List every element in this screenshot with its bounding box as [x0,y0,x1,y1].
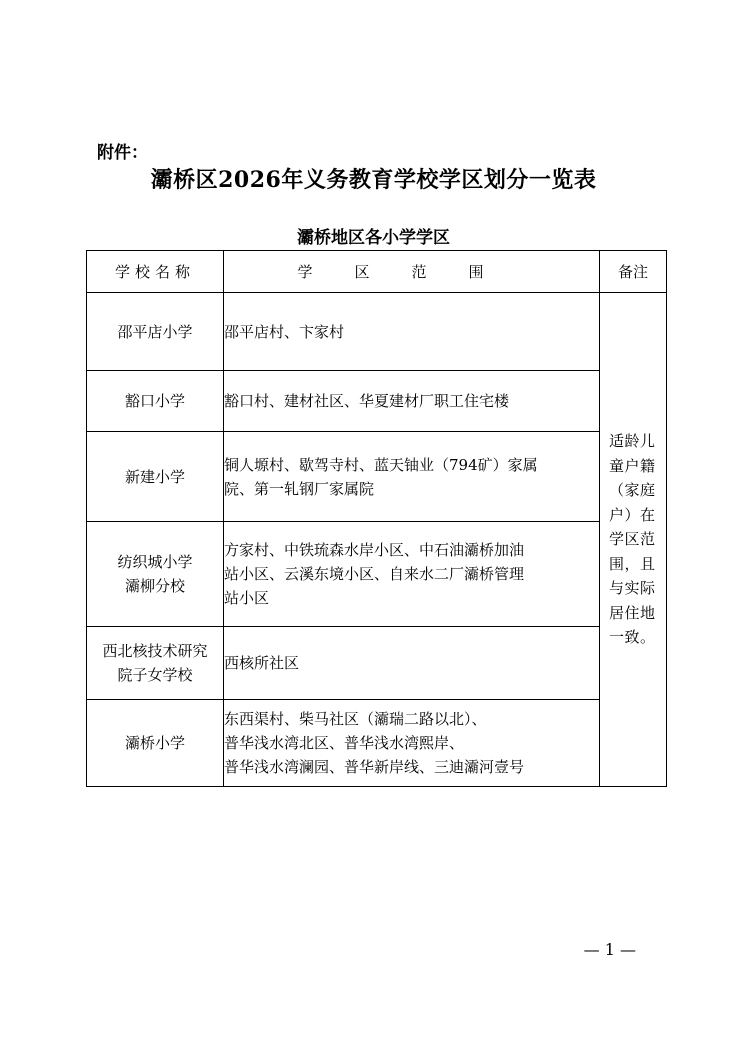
school-name-cell [87,627,224,700]
scope-line: 铜人塬村、歇驾寺村、蓝天铀业（794矿）家属 [224,455,538,474]
note-cell [600,293,667,787]
scope-line: 普华浅水湾北区、普华浅水湾熙岸、 [224,734,465,752]
district-scope-cell [224,432,600,522]
school-name-cell [87,293,224,371]
document-title: 灞桥区2026年义务教育学校学区划分一览表 [150,167,597,193]
scope-line: 站小区、云溪东境小区、自来水二厂灞桥管理 [224,565,525,583]
district-scope-cell [224,293,600,371]
scope-line: 邵平店村、卞家村 [224,322,345,341]
district-scope-cell [224,627,600,700]
header-district-scope: 学区范围 [224,251,600,293]
scope-line: 方家村、中铁琉森水岸小区、中石油灞桥加油 [224,541,525,559]
school-name-line: 纺织城小学 [117,553,193,571]
scope-line: 普华浅水湾澜园、普华新岸线、三迪灞河壹号 [224,758,525,776]
school-name-line: 院子女学校 [117,666,193,684]
school-name-cell [87,522,224,627]
scope-line: 西核所社区 [224,654,300,672]
header-school-name: 学校名称 [87,251,224,293]
scope-line: 东西渠村、柴马社区（灞瑞二路以北）、 [224,710,487,728]
note-text: 适龄儿童户籍（家庭户）在学区范围，且与实际居住地一致。 [609,432,656,647]
school-name-line: 新建小学 [124,467,185,486]
table-row [87,522,667,627]
table-row [87,371,667,432]
page-number: — 1 — [583,940,636,959]
school-name-cell [87,371,224,432]
table-row [87,293,667,371]
attachment-label: 附件： [97,143,148,163]
school-name-line: 邵平店小学 [117,322,193,341]
district-scope-cell [224,700,600,787]
school-name-line: 灞柳分校 [124,577,185,595]
header-note: 备注 [600,251,667,293]
scope-line: 院、第一轧钢厂家属院 [224,479,375,498]
school-name-cell [87,700,224,787]
district-scope-cell [224,371,600,432]
scope-line: 豁口村、建材社区、华夏建材厂职工住宅楼 [224,392,510,410]
table-row [87,627,667,700]
scope-line: 站小区 [224,589,270,607]
table-subtitle: 灞桥地区各小学学区 [297,228,450,248]
school-district-table [86,250,667,787]
school-name-line: 西北核技术研究 [102,642,208,660]
table-header-row [87,251,667,293]
table-row [87,700,667,787]
school-name-cell [87,432,224,522]
table-row [87,432,667,522]
school-name-line: 灞桥小学 [124,734,185,752]
school-name-line: 豁口小学 [124,392,185,410]
district-scope-cell [224,522,600,627]
